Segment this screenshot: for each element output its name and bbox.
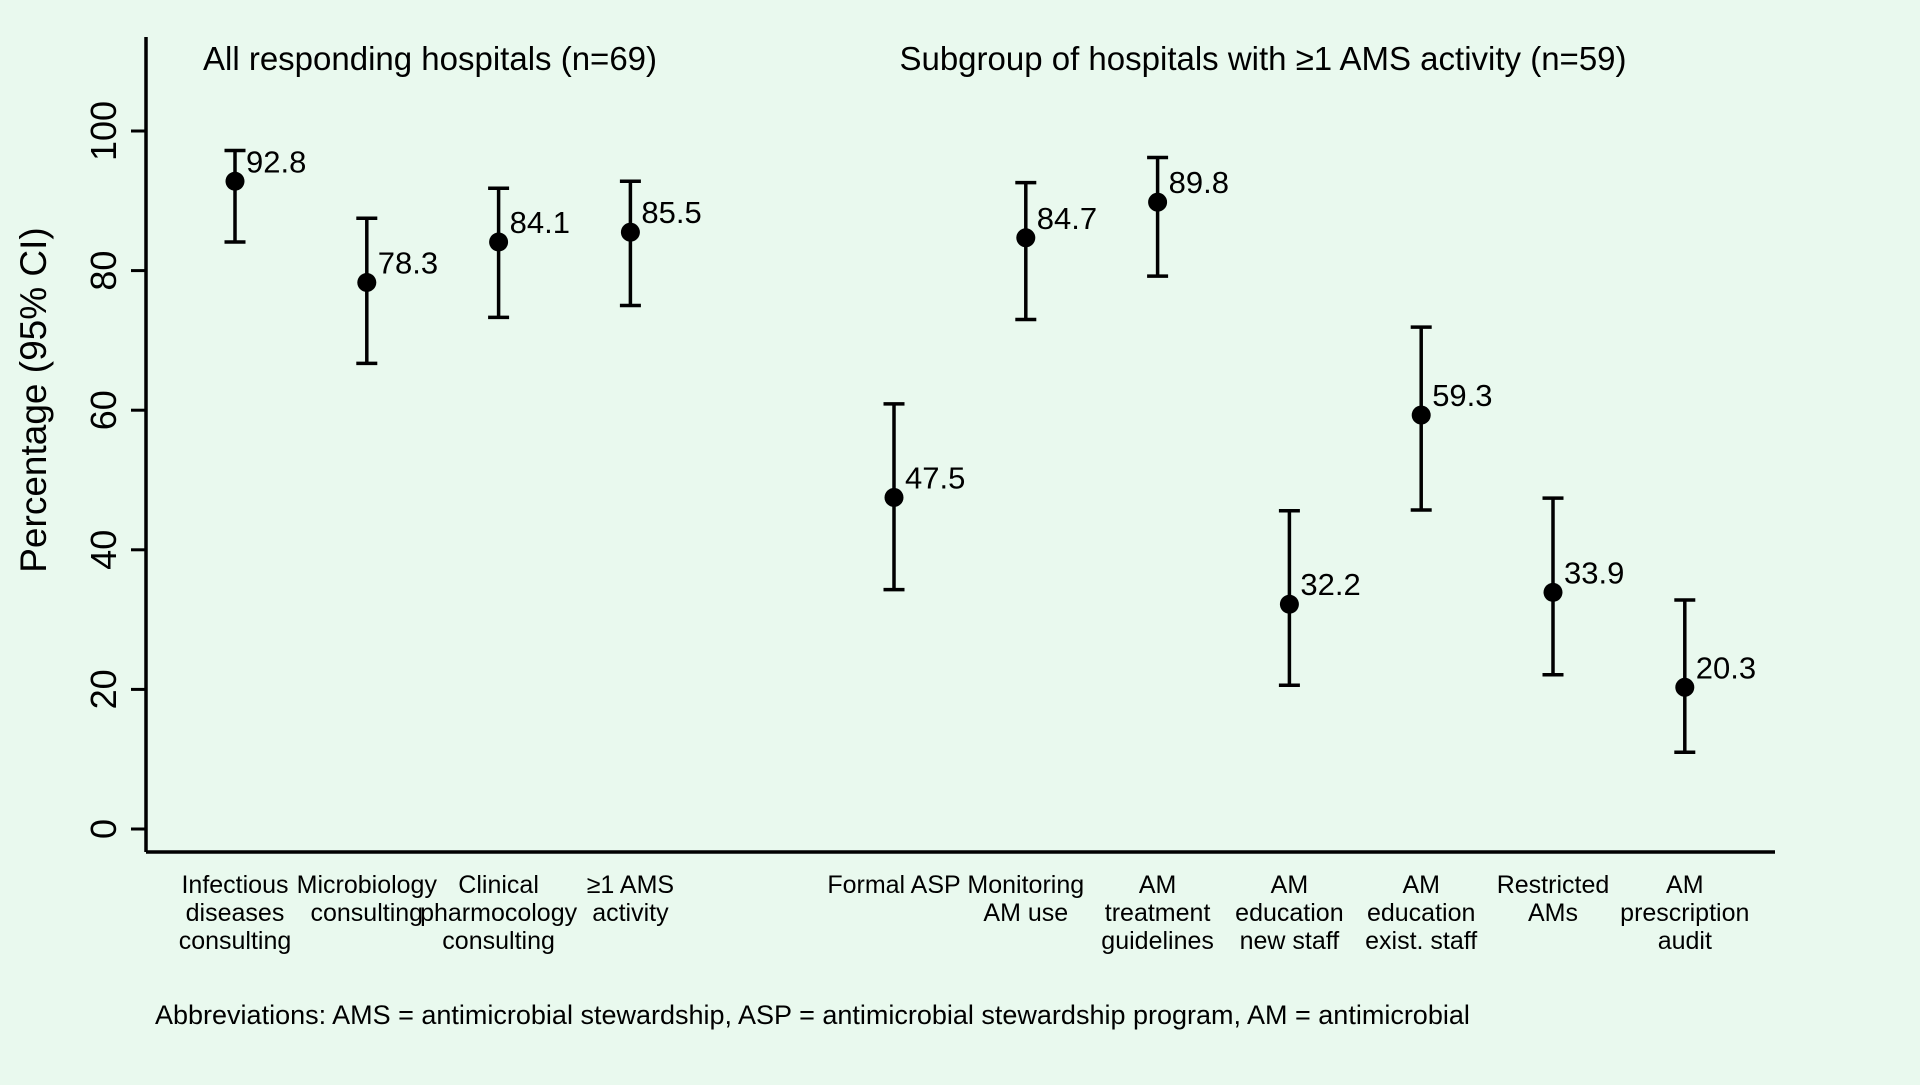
value-label: 84.1 xyxy=(509,204,570,240)
y-tick-label: 100 xyxy=(83,100,124,162)
category-label-line: AMs xyxy=(1528,899,1578,927)
y-tick-label: 20 xyxy=(83,669,124,710)
point-marker xyxy=(1412,406,1431,425)
y-tick-label: 60 xyxy=(83,390,124,431)
category-label-line: Microbiology xyxy=(296,871,437,899)
value-label: 47.5 xyxy=(905,460,966,496)
point-marker xyxy=(1544,583,1563,602)
category-label-line: ≥1 AMS xyxy=(586,871,675,899)
category-label xyxy=(297,871,438,927)
category-label xyxy=(420,871,578,955)
category-label-line: consulting xyxy=(310,899,424,927)
category-label-line: new staff xyxy=(1239,927,1340,955)
value-label: 20.3 xyxy=(1695,650,1757,686)
category-label-line: Formal ASP xyxy=(827,871,961,899)
panel-title-right: Subgroup of hospitals with ≥1 AMS activity (n=59) xyxy=(899,40,1627,77)
footnote: Abbreviations: AMS = antimicrobial stewardship, ASP = antimicrobial stewardship program, AM = antimicrobial xyxy=(155,1000,1470,1030)
category-label-line: education xyxy=(1235,899,1344,927)
point-marker xyxy=(1148,193,1167,212)
data-point xyxy=(620,181,702,305)
value-label: 32.2 xyxy=(1300,567,1361,603)
category-label-line: diseases xyxy=(185,899,285,927)
value-label: 84.7 xyxy=(1036,200,1098,236)
data-point xyxy=(1147,158,1229,277)
category-label-line: AM xyxy=(1270,871,1309,899)
category-label-line: pharmocology xyxy=(420,899,578,927)
data-point xyxy=(356,218,438,363)
point-marker xyxy=(885,488,904,507)
y-tick-label: 40 xyxy=(83,529,124,570)
value-label: 92.8 xyxy=(246,144,307,180)
category-label-line: AM use xyxy=(983,899,1069,927)
data-points-layer xyxy=(225,144,1757,752)
category-label-line: Restricted xyxy=(1496,871,1610,899)
category-label-line: Monitoring xyxy=(967,871,1085,899)
category-label xyxy=(967,871,1084,927)
category-label xyxy=(1620,871,1749,955)
category-label-line: Infectious xyxy=(181,871,289,899)
data-point xyxy=(1674,600,1756,752)
point-marker xyxy=(226,172,245,191)
category-label-line: exist. staff xyxy=(1365,927,1478,955)
category-label-line: guidelines xyxy=(1101,927,1214,955)
category-label-line: AM xyxy=(1138,871,1177,899)
axes-layer xyxy=(146,37,1775,852)
data-point xyxy=(488,188,570,317)
category-label xyxy=(1365,871,1477,955)
category-label-line: activity xyxy=(592,899,669,927)
y-tick-label: 0 xyxy=(83,818,124,840)
point-marker xyxy=(1016,228,1035,247)
data-point xyxy=(1411,327,1493,510)
y-ticks-layer xyxy=(83,101,147,839)
category-labels-layer xyxy=(179,871,1750,955)
point-marker xyxy=(1280,595,1299,614)
category-label-line: AM xyxy=(1402,871,1440,899)
panel-title-left: All responding hospitals (n=69) xyxy=(202,40,658,77)
category-label xyxy=(179,871,292,955)
value-label: 89.8 xyxy=(1168,165,1229,201)
point-marker xyxy=(1675,678,1694,697)
data-point xyxy=(225,144,307,242)
category-label-line: treatment xyxy=(1104,899,1211,927)
point-marker xyxy=(357,273,376,292)
category-label xyxy=(587,871,674,927)
data-point xyxy=(1279,511,1361,685)
data-point xyxy=(1543,498,1625,675)
category-label-line: consulting xyxy=(442,927,555,955)
category-label-line: Clinical xyxy=(458,871,539,899)
category-label xyxy=(1101,871,1214,955)
category-label xyxy=(1235,871,1343,955)
value-label: 85.5 xyxy=(641,195,702,231)
category-label-line: education xyxy=(1366,899,1476,927)
category-label-line: audit xyxy=(1657,927,1712,955)
y-tick-label: 80 xyxy=(83,250,124,291)
data-point xyxy=(1015,183,1097,320)
value-label: 33.9 xyxy=(1564,555,1625,591)
y-axis-title: Percentage (95% CI) xyxy=(13,227,54,573)
point-marker xyxy=(621,223,640,242)
category-label-line: consulting xyxy=(178,927,292,955)
point-marker xyxy=(489,232,508,251)
category-label-line: AM xyxy=(1666,871,1704,899)
value-label: 59.3 xyxy=(1432,378,1493,414)
category-label-line: prescription xyxy=(1620,899,1750,927)
value-label: 78.3 xyxy=(377,245,439,281)
category-label xyxy=(827,871,960,899)
data-point xyxy=(884,404,966,590)
category-label xyxy=(1497,871,1610,927)
